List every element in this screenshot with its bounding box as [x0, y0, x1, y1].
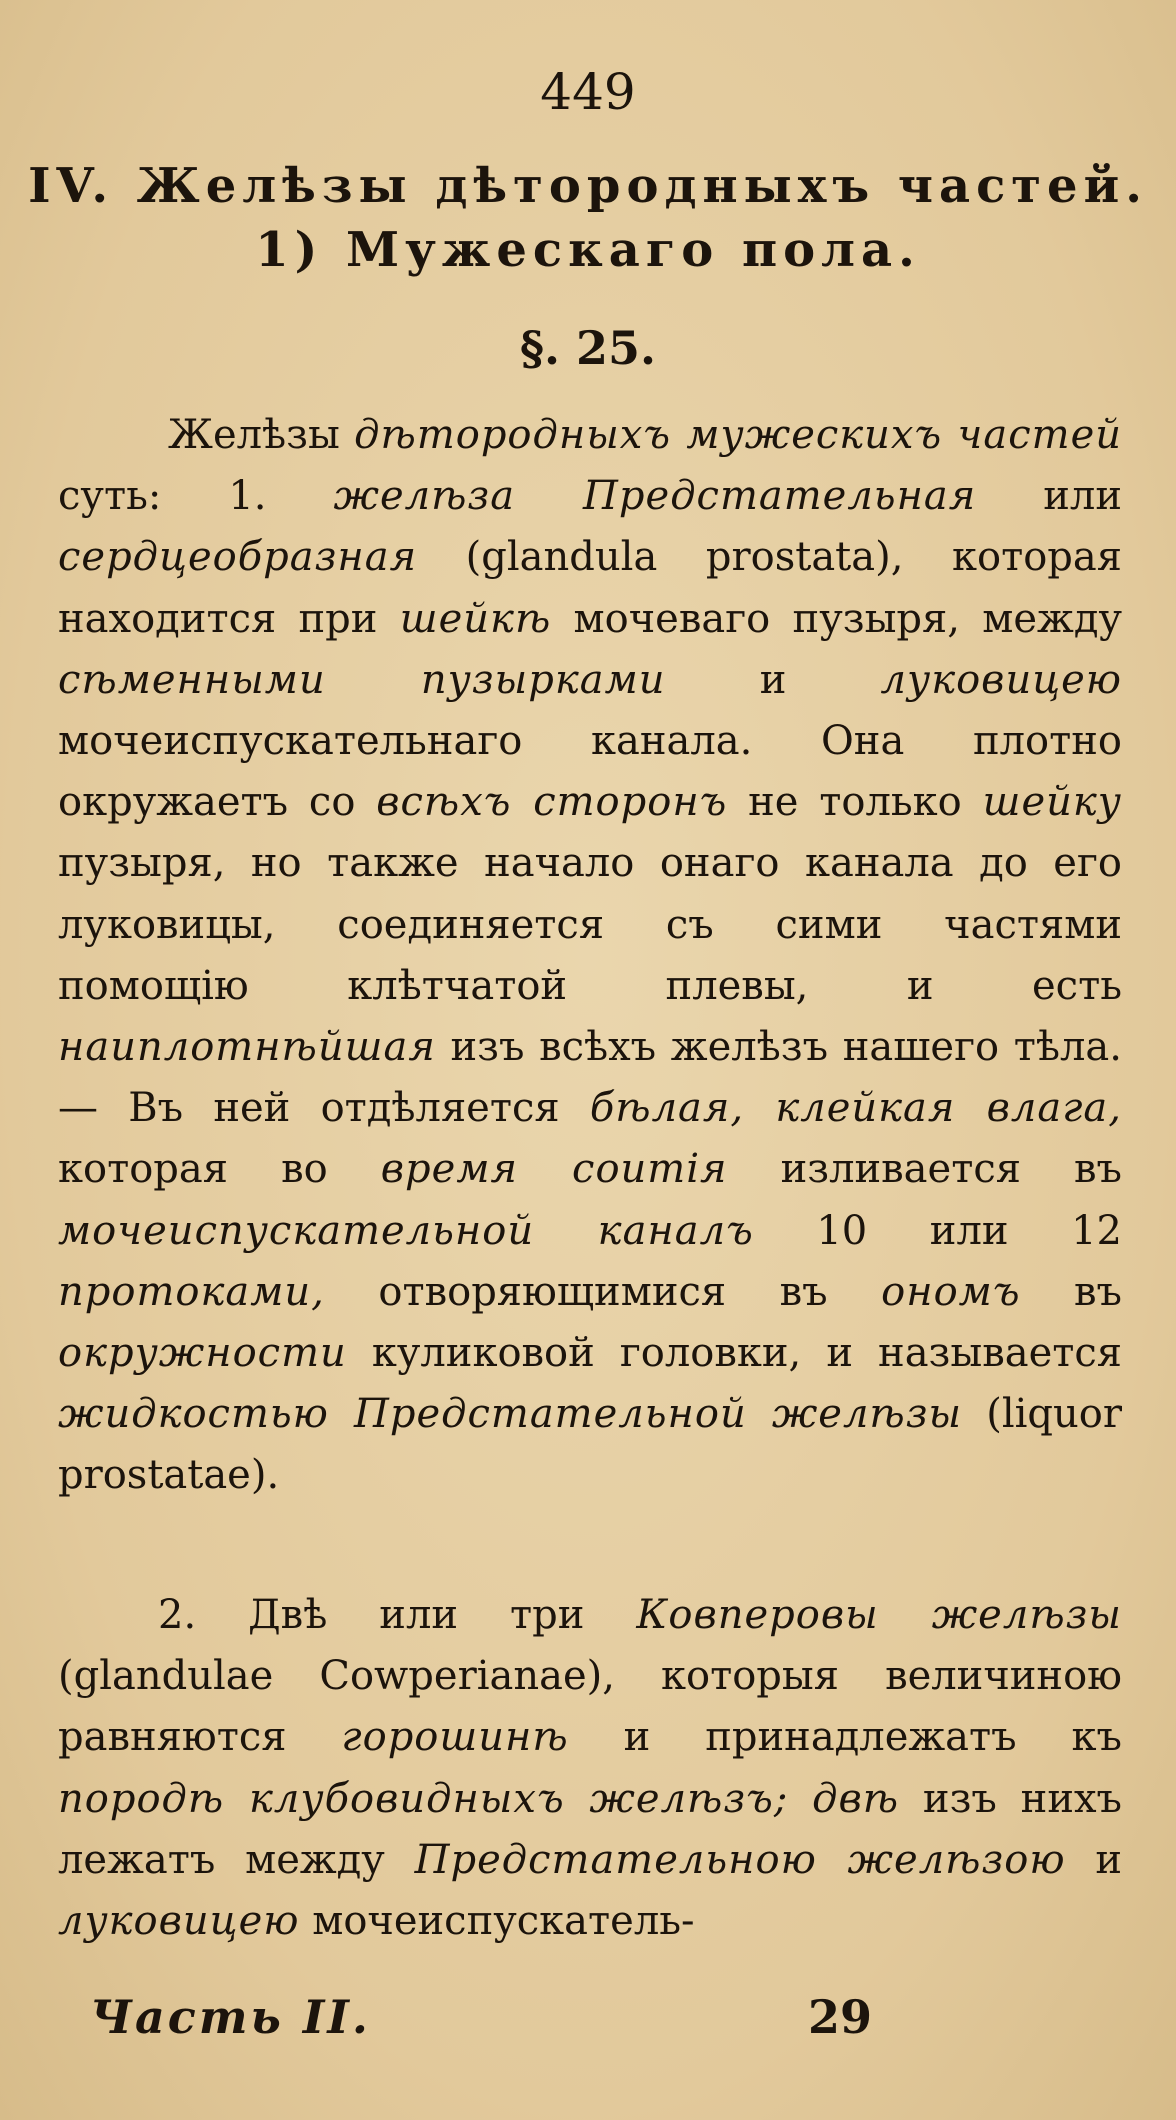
text-run: и — [1065, 1836, 1122, 1883]
italic-term: луковицею — [58, 1898, 300, 1945]
text-run: (glandula prostata), которая находится при — [58, 534, 1122, 642]
italic-term: шейкѣ — [399, 595, 552, 642]
text-run: которая во — [58, 1146, 381, 1193]
italic-term: сердцеобразная — [58, 534, 418, 581]
chapter-heading: IV. Желѣзы дѣтородныхъ частей. — [28, 158, 1148, 214]
text-run: и — [665, 656, 881, 703]
italic-term: бѣлая, клейкая влага, — [589, 1085, 1122, 1132]
paragraph-1 — [58, 405, 1122, 1507]
section-number: §. 25. — [519, 321, 657, 375]
italic-term: дѣтородныхъ мужескихъ частей — [354, 412, 1123, 458]
italic-term: Предстательною желѣзою — [414, 1836, 1066, 1883]
text-run — [788, 1776, 812, 1822]
italic-term: всѣхъ сторонъ — [376, 779, 728, 826]
italic-term: жидкостью Предстательной желѣзы — [58, 1391, 963, 1438]
text-run: отворяющимися въ — [324, 1268, 882, 1315]
text-run: мочеваго пузыря, между — [551, 595, 1123, 642]
paragraph-2 — [58, 1585, 1122, 1952]
italic-term: Ковперовы желѣзы — [636, 1592, 1123, 1638]
text-run: мочеиспускательнаго канала. Она плотно окружаетъ со — [58, 718, 1122, 826]
italic-term: сѣменными пузырками — [58, 656, 666, 703]
text-run: въ — [1020, 1268, 1122, 1315]
text-run: (glandulae Cowperianae), которыя величиною равняются — [58, 1653, 1122, 1761]
text-run: пузыря, но также начало онаго канала до его луковицы, соединяется съ сими частями помощію клѣтчатой плевы, и есть — [58, 840, 1122, 1009]
text-run: 2. Двѣ или три — [158, 1592, 637, 1638]
italic-term: луковицею — [880, 656, 1123, 703]
text-run: мочеиспускатель- — [299, 1898, 695, 1945]
italic-term: наиплотнѣйшая — [58, 1024, 436, 1071]
italic-term: мочеиспускательной каналъ — [58, 1207, 754, 1254]
italic-term: желѣза Предстательная — [333, 473, 977, 520]
text-run: или — [976, 473, 1122, 520]
italic-term: протоками, — [58, 1268, 325, 1315]
italic-term: время соитія — [380, 1146, 728, 1193]
part-label: Часть II. — [90, 1990, 371, 2044]
text-run: не только — [727, 779, 983, 826]
page-number: 449 — [540, 63, 636, 121]
text-run: (liquor prostatae). — [58, 1391, 1122, 1499]
italic-term: породѣ клубовидныхъ желѣзъ; — [58, 1775, 789, 1822]
italic-term: горошинѣ — [341, 1714, 569, 1761]
italic-term: окружности — [58, 1330, 347, 1377]
text-run: суть: 1. — [58, 473, 334, 520]
text-run: Желѣзы — [168, 412, 355, 458]
signature-mark: 29 — [808, 1990, 873, 2044]
italic-term: двѣ — [812, 1775, 900, 1822]
text-run: 10 или 12 — [753, 1207, 1122, 1254]
italic-term: шейку — [982, 779, 1122, 826]
text-run: куликовой головки, и называется — [346, 1330, 1122, 1377]
text-run: изливается въ — [727, 1146, 1123, 1193]
text-run: изъ всѣхъ желѣзъ нашего тѣла. — Въ ней отдѣляется — [58, 1024, 1122, 1132]
text-run: и принадлежатъ къ — [568, 1714, 1122, 1761]
text-run: изъ нихъ лежатъ между — [58, 1775, 1122, 1883]
subsection-heading: 1) Мужескаго пола. — [255, 222, 921, 278]
italic-term: ономъ — [881, 1268, 1021, 1315]
